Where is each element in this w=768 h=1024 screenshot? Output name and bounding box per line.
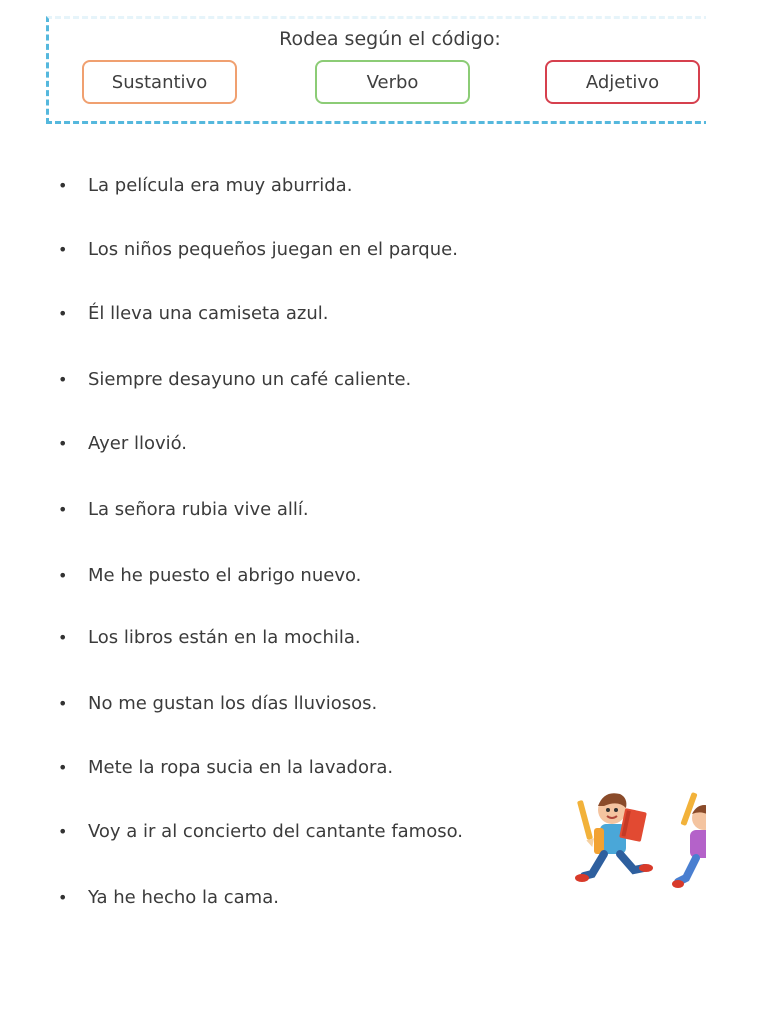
kid-with-book-icon	[575, 793, 653, 882]
sentence-item	[58, 364, 411, 394]
sentence-text: Él lleva una camiseta azul.	[88, 302, 329, 324]
sentence-text: Los niños pequeños juegan en el parque.	[88, 238, 458, 260]
bullet: •	[58, 369, 68, 389]
bullet: •	[58, 821, 68, 841]
sentence-text: Me he puesto el abrigo nuevo.	[88, 564, 362, 586]
code-adjetivo: Adjetivo	[545, 60, 700, 104]
sentence-text: Los libros están en la mochila.	[88, 626, 361, 648]
sentence-item	[58, 816, 463, 846]
sentence-item	[58, 882, 279, 912]
sentence-item	[58, 752, 393, 782]
sentence-text: Ya he hecho la cama.	[88, 886, 279, 908]
sentence-text: Siempre desayuno un café caliente.	[88, 368, 412, 390]
bullet: •	[58, 303, 68, 323]
sentence-text: La señora rubia vive allí.	[88, 498, 309, 520]
sentence-text: Mete la ropa sucia en la lavadora.	[88, 756, 394, 778]
sentence-text: La película era muy aburrida.	[88, 174, 353, 196]
bullet: •	[58, 565, 68, 585]
sentence-item	[58, 298, 328, 328]
sentence-item	[58, 560, 361, 590]
code-sustantivo: Sustantivo	[82, 60, 237, 104]
code-verbo: Verbo	[315, 60, 470, 104]
kid-with-pencil-icon	[672, 792, 708, 888]
sentence-text: Voy a ir al concierto del cantante famoso.	[88, 820, 464, 842]
jumping-kids-illustration	[574, 782, 708, 894]
bullet: •	[58, 175, 68, 195]
bullet: •	[58, 433, 68, 453]
sentence-item	[58, 622, 361, 652]
sentence-item	[58, 170, 352, 200]
legend-title: Rodea según el código:	[279, 28, 501, 50]
sentence-item	[58, 234, 458, 264]
page-edge	[706, 0, 768, 1024]
sentence-item	[58, 494, 309, 524]
bullet: •	[58, 627, 68, 647]
bullet: •	[58, 239, 68, 259]
sentence-text: No me gustan los días lluviosos.	[88, 692, 378, 714]
bullet: •	[58, 887, 68, 907]
sentence-item	[58, 688, 377, 718]
sentence-item	[58, 428, 187, 458]
bullet: •	[58, 757, 68, 777]
sentence-text: Ayer llovió.	[88, 432, 188, 454]
bullet: •	[58, 499, 68, 519]
bullet: •	[58, 693, 68, 713]
